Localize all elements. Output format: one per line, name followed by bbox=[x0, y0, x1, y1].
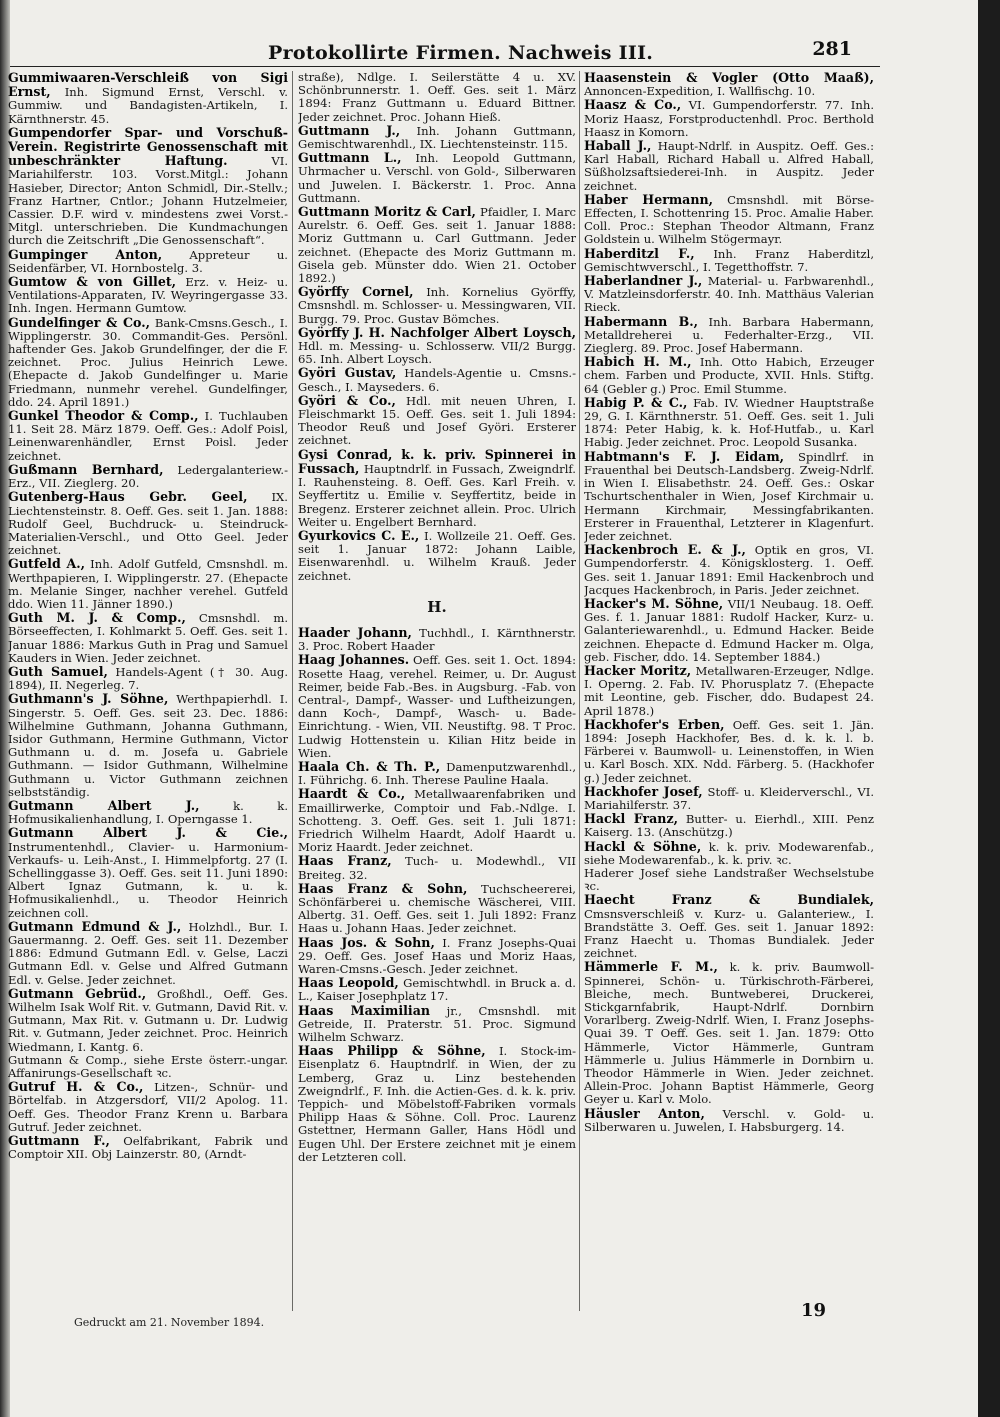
firm-details: Inh. Leopold Guttmann, Uhrmacher u. Verschl. von Gold-, Silberwaren und Juwelen. I. Bäckerstr. 1. Proc. Anna Guttmann. bbox=[298, 151, 576, 205]
firm-name: Gundelfinger & Co., bbox=[8, 314, 150, 330]
directory-entry bbox=[298, 71, 576, 124]
directory-entry bbox=[298, 394, 576, 448]
directory-entry bbox=[298, 626, 576, 653]
directory-entry bbox=[584, 543, 874, 597]
firm-name: Haardt & Co., bbox=[298, 786, 406, 802]
directory-entry bbox=[584, 139, 874, 193]
firm-name: Haecht Franz & Bundialek, bbox=[584, 892, 874, 908]
firm-details: Inh. Johann Guttmann, Gemischtwarenhdl., IX. Liechtensteinstr. 115. bbox=[298, 123, 576, 152]
firm-name: Gutmann Gebrüd., bbox=[8, 985, 147, 1001]
firm-details: Litzen-, Schnür- und Börtelfab. in Atzgersdorf, VII/2 Apolog. 11. Oeff. Ges. Theodor Franz Krenn u. Barbara Gutruf. Jeder zeichnet. bbox=[8, 1080, 288, 1134]
firm-name: Gutenberg-Haus Gebr. Geel, bbox=[8, 489, 248, 505]
firm-name: Haas Maximilian bbox=[298, 1002, 431, 1018]
firm-details: Pfaidler, I. Marc Aurelstr. 6. Oeff. Ges. seit 1. Januar 1888: Moriz Guttmann u. Carl Guttmann. Jeder zeichnet. (Ehepacte des Moriz Guttmann m. Gisela geb. Münster ddo. Wien 21. October 1892.) bbox=[298, 205, 576, 286]
directory-entry bbox=[298, 936, 576, 977]
directory-entry bbox=[8, 920, 288, 987]
firm-name: Haasz & Co., bbox=[584, 97, 682, 113]
firm-details: Metallwaarenfabriken und Emaillirwerke, Comptoir und Fab.-Ndlge. I. Schotteng. 3. Oeff. Ges. seit 1. Juli 1871: Friedrich Wilhelm Haardt, Adolf Haardt u. Moriz Haardt. Jeder zeichnet. bbox=[298, 787, 576, 855]
directory-entry bbox=[8, 665, 288, 692]
firm-name: Häusler Anton, bbox=[584, 1105, 705, 1121]
directory-entry bbox=[298, 1004, 576, 1045]
firm-name: Hackenbroch E. & J., bbox=[584, 542, 746, 558]
directory-entry bbox=[8, 987, 288, 1054]
firm-name: Guth M. J. & Comp., bbox=[8, 610, 186, 626]
firm-details: IX. Liechtensteinstr. 8. Oeff. Ges. seit 1. Jan. 1888: Rudolf Geel, Buchdruck- u. Steindruck-Materialien-Verschl., und Otto Geel. Jeder zeichnet. bbox=[8, 490, 288, 558]
firm-name: Hacker Moritz, bbox=[584, 662, 692, 678]
firm-details: Oelfabrikant, Fabrik und Comptoir XII. Obj Lainzerstr. 80, (Arndt- bbox=[8, 1134, 288, 1162]
directory-entry bbox=[298, 151, 576, 205]
directory-entry bbox=[584, 247, 874, 274]
page-number: 281 bbox=[812, 38, 852, 60]
running-title: Protokollirte Firmen. Nachweis III. bbox=[268, 42, 654, 64]
firm-name: Gyurkovics C. E., bbox=[298, 527, 420, 543]
directory-entry bbox=[584, 1107, 874, 1134]
section-heading: H. bbox=[427, 597, 447, 616]
directory-entry bbox=[8, 1080, 288, 1134]
firm-name: Gutmann Edmund & J., bbox=[8, 918, 182, 934]
firm-name: Haber Hermann, bbox=[584, 191, 714, 207]
firm-details: k. k. priv. Modewarenfab., siehe Modewarenfab., k. k. priv. ꝛc. bbox=[584, 839, 874, 867]
directory-entry bbox=[8, 611, 288, 665]
firm-details: Tuchscheererei, Schönfärberei u. chemische Wäscherei, VIII. Albertg. 31. Oeff. Ges. seit 1. Juli 1892: Franz Haas u. Johann Haas. Jeder zeichnet. bbox=[298, 881, 576, 936]
firm-details: Hdl. m. Messing- u. Schlosserw. VII/2 Burgg. 65. Inh. Albert Loysch. bbox=[298, 339, 576, 367]
firm-details: Metallwaren-Erzeuger, Ndlge. I. Operng. 2. Fab. IV. Phorusplatz 7. (Ehepacte mit Leontine, geb. Fischer, ddo. Budapest 24. April 1878.) bbox=[584, 663, 874, 718]
directory-entry bbox=[8, 799, 288, 826]
firm-name: Haala Ch. & Th. P., bbox=[298, 758, 441, 774]
firm-name: Hacker's M. Söhne, bbox=[584, 595, 724, 611]
firm-name: Gutruf H. & Co., bbox=[8, 1079, 144, 1095]
firm-name: Haasenstein & Vogler (Otto Maaß), bbox=[584, 71, 874, 85]
firm-name: Guth Samuel, bbox=[8, 663, 108, 679]
firm-details: Spindlrf. in Frauenthal bei Deutsch-Landsberg. Zweig-Ndrlf. in Wien I. Elisabethstr. 24. Oeff. Ges.: Oskar Tschurtschenthaler in Wien, Josef Kirchmair u. Hermann Kirchmair, Messingfabrikanten. Ersterer in Frauenthal, Letzterer in Klagenfurt. Jeder zeichnet. bbox=[584, 449, 874, 543]
firm-name: Gumpendorfer Spar- und Vorschuß-Verein. Registrirte Genossenschaft mit unbeschränkter Haftung. bbox=[8, 124, 288, 169]
firm-name: Habtmann's F. J. Eidam, bbox=[584, 448, 785, 464]
firm-name: Haas Leopold, bbox=[298, 975, 399, 991]
directory-entry bbox=[8, 463, 288, 490]
firm-details: Hauptndrlf. in Fussach, Zweigndrlf. I. Rauhensteing. 8. Oeff. Ges. Karl Freih. v. Seyffertitz u. Emilie v. Seyffertitz, beide in Bregenz. Ersterer zeichnet allein. Proc. Ulrich Weiter u. Engelbert Bernhard. bbox=[298, 461, 576, 529]
firm-name: Hackhofer Josef, bbox=[584, 783, 703, 799]
directory-entry bbox=[8, 409, 288, 463]
firm-details: VII/1 Neubaug. 18. Oeff. Ges. f. 1. Januar 1881: Rudolf Hacker, Kurz- u. Galanteriewarenhdl., u. Edmund Hacker. Beide zeichnen. Ehepacte d. Edmund Hacker m. Olga, geb. Fischer, ddo. 14. September 1884.) bbox=[584, 596, 874, 664]
directory-entry bbox=[584, 893, 874, 960]
firm-details: VI. Mariahilferstr. 103. Vorst.Mitgl.: Johann Hasieber, Director; Anton Schmidl, Dir.-Stellv.; Franz Hartner, Cntlor.; Johann Hutzelmeier, Cassier. D.F. wird v. mindestens zwei Vorst.-Mitgl. unterschrieben. Die Kundmachungen durch die Zeitschrift „Die Genossenschaft“. bbox=[8, 154, 288, 248]
directory-entry bbox=[584, 664, 874, 718]
column-divider-1 bbox=[292, 71, 293, 1311]
firm-details: Gemischtwhdl. in Bruck a. d. L., Kaiser Josephplatz 17. bbox=[298, 976, 576, 1004]
print-date: Gedruckt am 21. November 1894. bbox=[74, 1316, 265, 1329]
firm-name: Habig P. & C., bbox=[584, 394, 688, 410]
firm-details: Instrumentenhdl., Clavier- u. Harmonium-Verkaufs- u. Leih-Anst., I. Himmelpfortg. 27 (I. Schellinggasse 3). Oeff. Ges. seit 11. Juni 1890: Albert Ignaz Gutmann, k. u. k. Hofmusikalienhdl., u. Theodor Heinrich zeichnen coll. bbox=[8, 839, 288, 920]
firm-name: Haball J., bbox=[584, 138, 652, 154]
firm-details: I. Franz Josephs-Quai 29. Oeff. Ges. Josef Haas und Moriz Haas, Waren-Cmsns.-Gesch. Jeder zeichnet. bbox=[298, 935, 576, 976]
firm-name: Guttmann Moritz & Carl, bbox=[298, 204, 476, 220]
firm-name: Haberditzl F., bbox=[584, 245, 695, 261]
directory-entry bbox=[8, 826, 288, 919]
firm-name: Guttmann L., bbox=[298, 150, 402, 166]
firm-details: Appreteur u. Seidenfärber, VI. Hornbostelg. 3. bbox=[8, 247, 288, 275]
directory-entry bbox=[584, 315, 874, 356]
firm-details: Handels-Agent († 30. Aug. 1894), II. Negerleg. 7. bbox=[8, 664, 288, 693]
firm-name: Hackhofer's Erben, bbox=[584, 716, 725, 732]
directory-entry bbox=[584, 812, 874, 839]
directory-entry bbox=[584, 355, 874, 396]
directory-entry bbox=[584, 450, 874, 543]
firm-name: Gutmann Albert J., bbox=[8, 797, 200, 813]
firm-details: Inh. Kornelius Györffy, Cmsnshdl. m. Schlosser- u. Messingwaren, VII. Burgg. 79. Proc. Gustav Bömches. bbox=[298, 285, 576, 326]
firm-name: Haas Franz, bbox=[298, 853, 392, 869]
directory-entry bbox=[298, 285, 576, 326]
firm-details: Butter- u. Eierhdl., XIII. Penz Kaiserg. 13. (Anschützg.) bbox=[584, 812, 874, 840]
directory-entry bbox=[298, 976, 576, 1003]
firm-name: Gumpinger Anton, bbox=[8, 246, 163, 262]
firm-details: k. k. Hofmusikalienhandlung, I. Operngasse 1. bbox=[8, 798, 288, 827]
directory-entry bbox=[298, 529, 576, 583]
firm-details: Stoff- u. Kleiderverschl., VI. Mariahilferstr. 37. bbox=[584, 784, 874, 812]
firm-name: Habich H. M., bbox=[584, 354, 692, 370]
firm-name: Gutmann Albert J. & Cie., bbox=[8, 825, 288, 841]
firm-details: Damenputzwarenhdl., I. Führichg. 6. Inh. Therese Pauline Haala. bbox=[298, 759, 576, 788]
firm-details: Inh. Sigmund Ernst, Verschl. v. Gummiw. und Bandagisten-Artikeln, I. Kärnthnerstr. 45. bbox=[8, 85, 288, 126]
firm-name: Györi Gustav, bbox=[298, 365, 397, 381]
firm-details: k. k. priv. Baumwoll-Spinnerei, Schön- u. Türkischroth-Färberei, Bleiche, mech. Buntweberei, Druckerei, Stickgarnfabrik, Haupt-Ndrlf. Dornbirn Vorarlberg. Zweig-Ndrlf. Wien, I. Franz Josephs-Quai 39. T Oeff. Ges. seit 1. Jan. 1879: Otto Hämmerle, Victor Hämmerle, Guntram Hämmerle u. Julius Hämmerle in Dornbirn u. Theodor Hämmerle in Wien. Jeder zeichnet. Allein-Proc. Johann Baptist Hämmerle, Georg Geyer u. Karl v. Molo. bbox=[584, 960, 874, 1107]
directory-entry bbox=[584, 396, 874, 450]
directory-entry bbox=[584, 867, 874, 893]
directory-entry bbox=[8, 1134, 288, 1161]
firm-name: Gummiwaaren-Verschleiß von Sigi Ernst, bbox=[8, 71, 288, 100]
directory-entry bbox=[584, 193, 874, 247]
column-divider-2 bbox=[579, 71, 580, 1311]
firm-name: Haas Philipp & Söhne, bbox=[298, 1043, 486, 1059]
firm-details: Inh. Adolf Gutfeld, Cmsnshdl. m. Werthpapieren, I. Wipplingerstr. 27. (Ehepacte m. Melanie Singer, nachher verehel. Gutfeld ddo. Wien 11. Jänner 1890.) bbox=[8, 557, 288, 611]
signature-mark: 19 bbox=[801, 1300, 827, 1321]
firm-details: I. Wollzeile 21. Oeff. Ges. seit 1. Januar 1872: Johann Laible, Eisenwarenhdl. u. Wilhelm Krauß. Jeder zeichnet. bbox=[298, 528, 576, 583]
firm-details: Handels-Agentie u. Cmsns.-Gesch., I. Mayseders. 6. bbox=[298, 366, 576, 394]
directory-entry bbox=[298, 787, 576, 854]
firm-details: Holzhdl., Bur. I. Gauermanng. 2. Oeff. Ges. seit 11. Dezember 1886: Edmund Gutmann Edl. v. Gelse, Laczi Gutmann Edl. v. Gelse und Alfred Gutmann Edl. v. Gelse. Jeder zeichnet. bbox=[8, 919, 288, 987]
firm-details: Annoncen-Expedition, I. Wallfischg. 10. bbox=[584, 84, 816, 99]
firm-details: Werthpapierhdl. I. Singerstr. 5. Oeff. Ges. seit 23. Dec. 1886: Wilhelmine Guthmann, Johanna Guthmann, Isidor Guthmann, Hermine Guthmann, Victor Guthmann u. d. m. Josefa u. Gabriele Guthmann. — Isidor Guthmann, Wilhelmine Guthmann u. Victor Guthmann zeichnen selbstständig. bbox=[8, 692, 288, 799]
directory-entry bbox=[8, 248, 288, 275]
firm-name: Guthmann's J. Söhne, bbox=[8, 691, 169, 707]
firm-details: Optik en gros, VI. Gumpendorferstr. 4. Königsklosterg. 1. Oeff. Ges. seit 1. Januar 1891: Emil Hackenbroch und Jacques Hackenbroch, in Paris. Jeder zeichnet. bbox=[584, 543, 874, 597]
firm-details: straße), Ndlge. I. Seilerstätte 4 u. XV. Schönbrunnerstr. 1. Oeff. Ges. seit 1. März 1894: Franz Guttmann u. Eduard Bittner. Jeder zeichnet. Proc. Johann Hieß. bbox=[298, 71, 576, 124]
directory-entry bbox=[8, 490, 288, 557]
directory-entry bbox=[298, 326, 576, 367]
firm-name: Guttmann F., bbox=[8, 1133, 110, 1149]
firm-details: Cmsnsverschleiß v. Kurz- u. Galanteriew., I. Brandstätte 3. Oeff. Ges. seit 1. Januar 1892: Franz Haecht u. Thomas Bundialek. Jeder zeichnet. bbox=[584, 906, 874, 961]
firm-name: Haberlandner J., bbox=[584, 273, 703, 289]
firm-details: Tuch- u. Modewhdl., VII Breiteg. 32. bbox=[298, 854, 576, 882]
firm-name: Habermann B., bbox=[584, 313, 698, 329]
firm-name: Haas Jos. & Sohn, bbox=[298, 934, 435, 950]
directory-entry bbox=[298, 882, 576, 936]
firm-name: Györi & Co., bbox=[298, 392, 396, 408]
directory-entry bbox=[8, 692, 288, 799]
directory-entry bbox=[8, 316, 288, 409]
firm-details: Inh. Otto Habich, Erzeuger chem. Farben und Producte, XVII. Hnls. Stiftg. 64 (Gebler g.) Proc. Emil Stumme. bbox=[584, 355, 874, 396]
firm-name: Gutfeld A., bbox=[8, 556, 86, 572]
directory-entry bbox=[298, 448, 576, 529]
firm-name: Györffy Cornel, bbox=[298, 284, 414, 300]
firm-details: Bank-Cmsns.Gesch., I. Wipplingerstr. 30. Commandit-Ges. Persönl. haftender Ges. Jakob Grundelfinger, der die F. zeichnet. Proc. Julius Heinrich Lewe. (Ehepacte d. Jakob Gundelfinger u. Marie Friedmann, nunmehr verehel. Gundelfinger, ddo. 24. April 1891.) bbox=[8, 315, 288, 409]
directory-entry bbox=[584, 274, 874, 315]
directory-entry bbox=[584, 597, 874, 664]
page-header bbox=[0, 30, 978, 64]
firm-name: Guttmann J., bbox=[298, 122, 401, 138]
directory-entry bbox=[298, 1044, 576, 1164]
firm-name: Hackl Franz, bbox=[584, 811, 678, 827]
firm-name: Györffy J. H. Nachfolger Albert Loysch, bbox=[298, 324, 576, 340]
firm-name: Gußmann Bernhard, bbox=[8, 461, 164, 477]
firm-name: Haader Johann, bbox=[298, 624, 412, 640]
firm-details: Großhdl., Oeff. Ges. Wilhelm Isak Wolf Rit. v. Gutmann, David Rit. v. Gutmann, Max Rit. v. Gutmann u. Dr. Ludwig Rit. v. Gutmann, Jeder zeichnet. Proc. Heinrich Wiedmann, I. Kantg. 6. bbox=[8, 986, 288, 1054]
firm-details: Inh. Franz Haberditzl, Gemischtwverschl., I. Tegetthoffstr. 7. bbox=[584, 246, 874, 274]
firm-details: Fab. IV. Wiedner Hauptstraße 29, G. I. Kärnthnerstr. 51. Oeff. Ges. seit 1. Juli 1874: Peter Habig, k. k. Hof-Hutfab., u. Karl Habig. Jeder zeichnet. Proc. Leopold Susanka. bbox=[584, 395, 874, 450]
directory-entry bbox=[298, 854, 576, 881]
firm-details: Tuchhdl., I. Kärnthnerstr. 3. Proc. Robert Haader bbox=[298, 625, 576, 654]
firm-name: Haas Franz & Sohn, bbox=[298, 880, 468, 896]
directory-entry bbox=[584, 785, 874, 812]
directory-entry bbox=[298, 653, 576, 760]
firm-name: Gumtow & von Gillet, bbox=[8, 274, 177, 290]
directory-entry bbox=[8, 126, 288, 248]
directory-entry bbox=[298, 366, 576, 393]
firm-name: Haag Johannes. bbox=[298, 652, 410, 668]
firm-details: Erz. v. Heiz- u. Ventilations-Apparaten, IV. Weyringergasse 33. Inh. Ingen. Hermann Gumtow. bbox=[8, 275, 288, 316]
firm-details: Haderer Josef siehe Landstraßer Wechselstube ꝛc. bbox=[584, 865, 874, 894]
directory-entry bbox=[584, 98, 874, 139]
directory-entry bbox=[584, 960, 874, 1106]
firm-details: Cmsnshdl. m. Börseeffecten, I. Kohlmarkt 5. Oeff. Ges. seit 1. Januar 1886: Markus Guth in Prag und Samuel Kauders in Wien. Jeder zeichnet. bbox=[8, 611, 288, 665]
directory-entry bbox=[298, 205, 576, 285]
directory-entry bbox=[298, 760, 576, 787]
directory-entry bbox=[584, 840, 874, 867]
firm-details: I. Tuchlauben 11. Seit 28. März 1879. Oeff. Ges.: Adolf Poisl, Leinenwarenhändler, Ernst Poisl. Jeder zeichnet. bbox=[8, 409, 288, 463]
firm-details: Material- u. Farbwarenhdl., V. Matzleinsdorferstr. 40. Inh. Matthäus Valerian Rieck. bbox=[584, 274, 874, 315]
firm-name: Gysi Conrad, k. k. priv. Spinnerei in Fussach, bbox=[298, 446, 576, 476]
firm-name: Hämmerle F. M., bbox=[584, 959, 718, 975]
firm-details: Oeff. Ges. seit 1. Oct. 1894: Rosette Haag, verehel. Reimer, u. Dr. August Reimer, beide Fab.-Bes. in Augsburg. -Fab. von Central-, Dampf-, Wasser- und Luftheizungen, dann Koch-, Dampf-, Wasch- u. Bade-Einrichtung. - Wien, VII. Neustiftg. 98. T Proc. Ludwig Hottenstein u. Kilian Hitz beide in Wien. bbox=[298, 653, 576, 760]
directory-entry bbox=[584, 71, 874, 98]
firm-details: Inh. Barbara Habermann, Metalldreherei u. Federhalter-Erzg., VII. Zieglerg. 89. Proc. Josef Habermann. bbox=[584, 314, 874, 356]
directory-entry bbox=[8, 275, 288, 316]
directory-entry bbox=[8, 71, 288, 126]
firm-name: Hackl & Söhne, bbox=[584, 838, 702, 854]
firm-details: Haupt-Ndrlf. in Auspitz. Oeff. Ges.: Karl Haball, Richard Haball u. Alfred Haball, Süßholzsaftsiederei-Inh. in Auspitz. Jeder zeichnet. bbox=[584, 139, 874, 193]
firm-details: Verschl. v. Gold- u. Silberwaren u. Juwelen, I. Habsburgerg. 14. bbox=[584, 1106, 874, 1134]
firm-details: Ledergalanteriew.-Erz., VII. Zieglerg. 20. bbox=[8, 462, 288, 491]
column-1 bbox=[8, 71, 288, 1311]
directory-entry bbox=[584, 718, 874, 785]
firm-details: VI. Gumpendorferstr. 77. Inh. Moriz Haasz, Forstproductenhdl. Proc. Berthold Haasz in Komorn. bbox=[584, 98, 874, 139]
directory-entry bbox=[298, 124, 576, 151]
firm-details: Oeff. Ges. seit 1. Jän. 1894: Joseph Hackhofer, Bes. d. k. k. l. b. Färberei v. Baumwoll- u. Leinenstoffen, in Wien u. Karl Bosch. XIX. Ndd. Färberg. 5. (Hackhofer g.) Jeder zeichnet. bbox=[584, 717, 874, 785]
firm-details: Cmsnshdl. mit Börse-Effecten, I. Schottenring 15. Proc. Amalie Haber. Coll. Proc.: Stephan Theodor Altmann, Franz Goldstein u. Wilhelm Stögermayr. bbox=[584, 192, 874, 247]
column-2 bbox=[298, 71, 576, 1311]
header-rule bbox=[10, 66, 880, 67]
firm-details: jr., Cmsnshdl. mit Getreide, II. Praterstr. 51. Proc. Sigmund Wilhelm Schwarz. bbox=[298, 1003, 576, 1045]
column-3 bbox=[584, 71, 874, 1311]
directory-entry bbox=[8, 557, 288, 611]
firm-details: Gutmann & Comp., siehe Erste österr.-ungar. Affanirungs-Gesellschaft ꝛc. bbox=[8, 1052, 288, 1081]
firm-details: Hdl. mit neuen Uhren, I. Fleischmarkt 15. Oeff. Ges. seit 1. Juli 1894: Theodor Reuß und Josef Györi. Ersterer zeichnet. bbox=[298, 393, 576, 448]
firm-details: I. Stock-im-Eisenplatz 6. Hauptndrlf. in Wien, der zu Lemberg, Graz u. Linz bestehenden Zweigndrlf., F. Inh. die Actien-Ges. d. k. k. priv. Teppich- und Möbelstoff-Fabriken vormals Philipp Haas & Söhne. Coll. Proc. Laurenz Gstettner, Hermann Galler, Hans Hödl und Eugen Uhl. Der Erstere zeichnet mit je einem der Letzteren coll. bbox=[298, 1044, 576, 1164]
directory-entry bbox=[8, 1054, 288, 1080]
firm-name: Gunkel Theodor & Comp., bbox=[8, 408, 199, 424]
